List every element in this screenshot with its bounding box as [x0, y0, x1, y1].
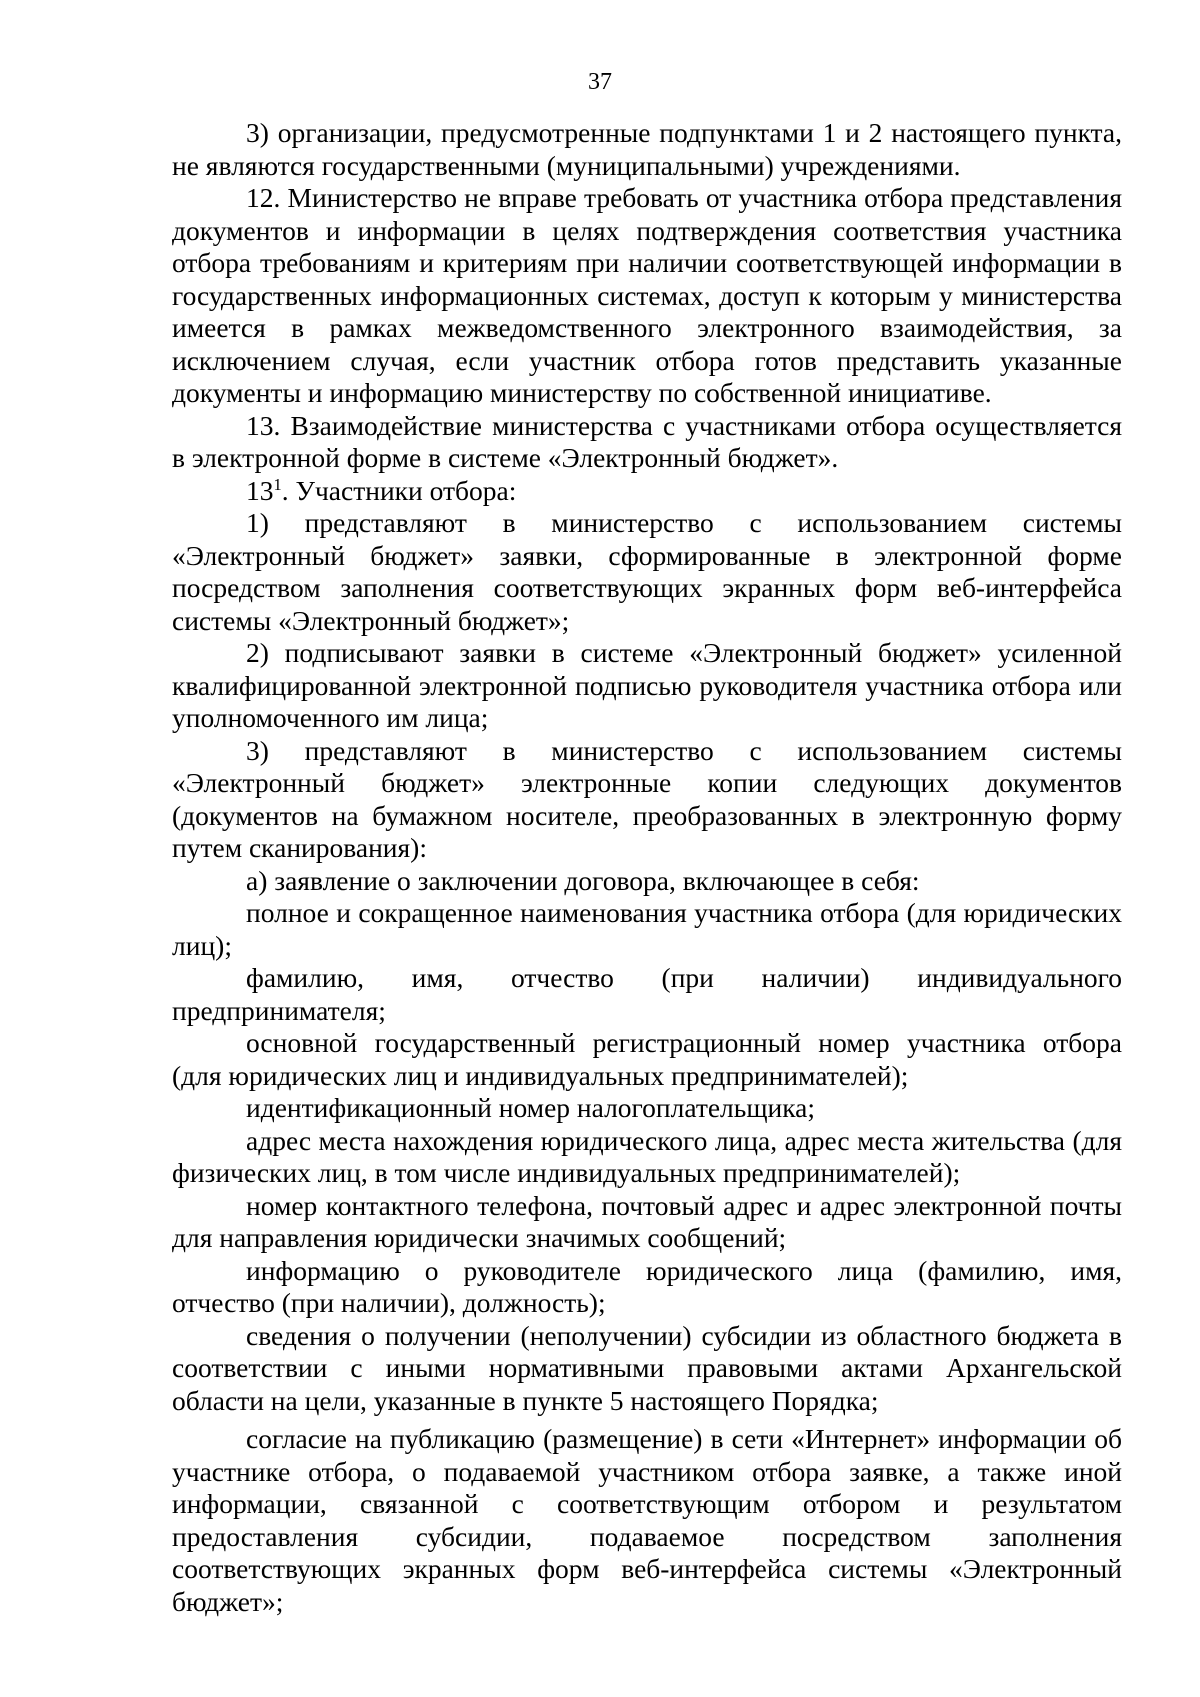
paragraph-director-info: информацию о руководителе юридического лица (фамилию, имя, отчество (при наличии), должность);: [172, 1254, 1122, 1318]
paragraph-address: адрес места нахождения юридического лица, адрес места жительства (для физических лиц, в том числе индивидуальных предпринимателей);: [172, 1124, 1122, 1188]
paragraph-ogrn: основной государственный регистрационный номер участника отбора (для юридических лиц и индивидуальных предпринимателей);: [172, 1027, 1122, 1091]
paragraph-publication-consent: согласие на публикацию (размещение) в сети «Интернет» информации об участнике отбора, о подаваемой участником отбора заявке, а также иной информации, связанной с соответствующим отбором и результатом предоставления субсидии, подаваемое посредством заполнения соответствующих экранных форм веб-интерфейса системы «Электронный бюджет»;: [172, 1423, 1122, 1617]
paragraph-full-name: полное и сокращенное наименования участника отбора (для юридических лиц);: [172, 897, 1122, 961]
paragraph-item-13: 13. Взаимодействие министерства с участниками отбора осуществляется в электронной форме в системе «Электронный бюджет».: [172, 409, 1122, 473]
paragraph-subsidy-info: сведения о получении (неполучении) субсидии из областного бюджета в соответствии с иными нормативными правовыми актами Архангельской области на цели, указанные в пункте 5 настоящего Порядка;: [172, 1319, 1122, 1416]
paragraph-inn: идентификационный номер налогоплательщика;: [246, 1092, 816, 1123]
paragraph-contacts: номер контактного телефона, почтовый адрес и адрес электронной почты для направления юридически значимых сообщений;: [172, 1189, 1122, 1253]
paragraph-subitem-2: 2) подписывают заявки в системе «Электронный бюджет» усиленной квалифицированной электронной подписью руководителя участника отбора или уполномоченного им лица;: [172, 637, 1122, 733]
document-body: [172, 117, 1122, 1618]
paragraph-subitem-a: а) заявление о заключении договора, включающее в себя:: [246, 864, 920, 896]
paragraph-subitem-3-documents: 3) представляют в министерство с использованием системы «Электронный бюджет» электронные копии следующих документов (документов на бумажном носителе, преобразованных в электронную форму путем сканирования):: [172, 734, 1122, 863]
paragraph-entrepreneur-name: фамилию, имя, отчество (при наличии) индивидуального предпринимателя;: [172, 962, 1122, 1026]
paragraph-item-13-1: [172, 475, 1122, 508]
item-superscript: 1: [273, 474, 282, 494]
item-number: 13: [246, 474, 274, 506]
paragraph-subitem-3: 3) организации, предусмотренные подпунктами 1 и 2 настоящего пункта, не являются государственными (муниципальными) учреждениями.: [172, 117, 1122, 181]
paragraph-subitem-1: 1) представляют в министерство с использованием системы «Электронный бюджет» заявки, сформированные в электронной форме посредством заполнения соответствующих экранных форм веб-интерфейса системы «Электронный бюджет»;: [172, 507, 1122, 636]
page-number: 37: [588, 69, 612, 95]
paragraph-item-12: 12. Министерство не вправе требовать от участника отбора представления документов и информации в целях подтверждения соответствия участника отбора требованиям и критериям при наличии соответствующей информации в государственных информационных системах, доступ к которым у министерства имеется в рамках межведомственного электронного взаимодействия, за исключением случая, если участник отбора готов представить указанные документы и информацию министерству по собственной инициативе.: [172, 182, 1122, 408]
item-heading-text: . Участники отбора:: [281, 474, 517, 506]
